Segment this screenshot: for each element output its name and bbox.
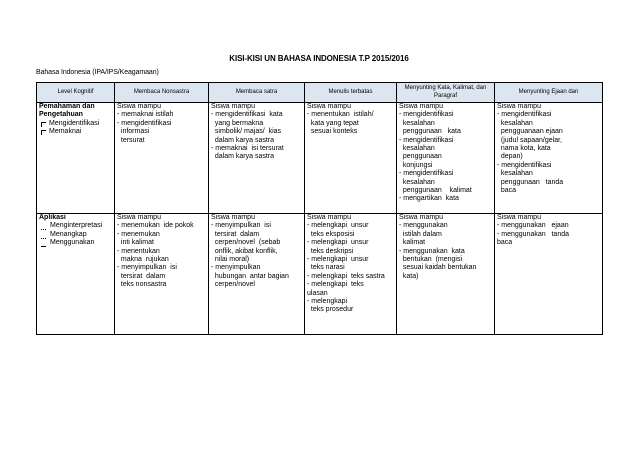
cell-line: Siswa mampu <box>307 103 351 110</box>
cell-menyunting-kata <box>397 214 495 335</box>
cell-membaca-sastra <box>209 103 305 214</box>
cell-line: onflik, akibat konflik, <box>211 247 278 255</box>
cell-line: tersirat dalam <box>117 272 166 280</box>
cell-menyunting-kata <box>397 103 495 214</box>
level-item <box>39 231 112 239</box>
cell-line: nilai moral) <box>211 256 250 264</box>
cell-menulis-terbatas <box>305 214 397 335</box>
cell-line: teks deskripsi <box>307 247 354 255</box>
checkbox-icon <box>41 130 46 135</box>
level-item <box>39 120 112 128</box>
cell-menyunting-ejaan <box>495 214 603 335</box>
cell-line: nama kota, kata <box>497 145 551 153</box>
cell-line: - mengidentifikasi <box>399 136 454 144</box>
cell-line: sesuai kaidah bentukan <box>399 264 477 272</box>
level-cell <box>37 214 115 335</box>
cell-line: - mengidentifikasi kata <box>211 111 283 119</box>
cell-line: - mengidentifikasi <box>399 111 454 119</box>
level-item-label: Menginterpretasi <box>50 222 103 230</box>
cell-line: penggunaan kata <box>399 128 461 136</box>
cell-line: - menyimpulkan <box>211 264 261 272</box>
cell-line: - mengidentifikasi <box>497 111 552 119</box>
cell-line: yang bermakna <box>211 119 264 127</box>
cell-line: - memaknai isi tersurat <box>211 145 284 153</box>
header-menyunting-ejaan: Menyunting Ejaan dan <box>495 83 603 103</box>
cell-line: kesalahan <box>497 119 533 127</box>
cell-line: hubungan antar bagian <box>211 272 289 280</box>
cell-membaca-nonsastra <box>115 103 209 214</box>
cell-line: - melengkapi unsur <box>307 239 369 247</box>
cell-line: Siswa mampu <box>211 214 255 221</box>
document-title: KISI-KISI UN BAHASA INDONESIA T.P 2015/2016 <box>229 54 409 63</box>
cell-line: - menyimpulkan isi <box>211 222 271 230</box>
cell-line: Siswa mampu <box>399 214 443 221</box>
cell-line: - melengkapi unsur <box>307 222 369 230</box>
cell-line: Siswa mampu <box>497 214 541 221</box>
cell-line: pengguanaan ejaan <box>497 128 563 136</box>
level-item-label: Mengidentifikasi <box>49 119 100 127</box>
header-menulis-terbatas: Menulis terbatas <box>305 83 397 103</box>
dotted-line-icon <box>41 224 46 230</box>
kisi-kisi-table <box>36 82 603 335</box>
cell-line: - melengkapi unsur <box>307 256 369 264</box>
underline-icon <box>41 241 46 247</box>
cell-line: Siswa mampu <box>307 214 351 221</box>
cell-line: - mengidentifikasi <box>399 170 454 178</box>
cell-line: teks prosedur <box>307 306 354 314</box>
cell-line: tersirat dalam <box>211 230 260 238</box>
cell-line: istilah dalam <box>399 230 442 238</box>
cell-line: inti kalimat <box>117 239 154 247</box>
cell-menyunting-ejaan <box>495 103 603 214</box>
table-row <box>37 214 603 335</box>
cell-line: - menentukan istilah/ <box>307 111 374 119</box>
cell-line: dalam karya sastra <box>211 153 275 161</box>
cell-line: kata) <box>399 272 419 280</box>
cell-membaca-sastra <box>209 214 305 335</box>
cell-line: sesuai konteks <box>307 128 358 136</box>
cell-line: informasi <box>117 128 150 136</box>
cell-line: - menggunakan kata <box>399 247 465 255</box>
header-menyunting-kata: Menyunting Kata, Kalimat, dan Paragraf <box>397 83 495 103</box>
header-membaca-nonsastra: Membaca Nonsastra <box>115 83 209 103</box>
cell-line: - menggunakan tanda <box>497 230 569 238</box>
cell-line: teks eksposisi <box>307 230 355 238</box>
table-row <box>37 103 603 214</box>
level-item-label: Memaknai <box>49 128 82 136</box>
cell-line: - melengkapi teks sastra <box>307 272 385 280</box>
cell-line: - menentukan <box>117 247 160 255</box>
cell-line: kata yang tepat <box>307 119 359 127</box>
cell-line: Siswa mampu <box>117 103 161 110</box>
cell-menulis-terbatas <box>305 103 397 214</box>
cell-line: bentukan (mengisi <box>399 256 463 264</box>
cell-line: tersurat <box>117 136 145 144</box>
cell-line: - menggunakan ejaan <box>497 222 569 230</box>
cell-line: baca <box>497 239 513 247</box>
cell-line: teks nonsastra <box>117 281 167 289</box>
cell-line: penggunaan <box>399 153 442 161</box>
cell-line: - mengidentifikasi <box>117 119 172 127</box>
cell-line: (judul sapaan/gelar, <box>497 136 562 144</box>
header-row <box>37 83 603 103</box>
cell-line: kesalahan <box>399 178 435 186</box>
document-subtitle: Bahasa Indonesia (IPA/IPS/Keagamaan) <box>36 69 159 76</box>
header-level-kognitif: Level Kognitif <box>37 83 115 103</box>
header-membaca-sastra: Membaca satra <box>209 83 305 103</box>
cell-line: cerpen/novel <box>211 281 255 289</box>
cell-line: cerpen/novel (sebab <box>211 239 281 247</box>
level-item-label: Menggunakan <box>50 239 95 247</box>
level-title: Pengetahuan <box>39 111 83 119</box>
cell-line: - menemukan <box>117 230 160 238</box>
cell-line: kesalahan <box>497 170 533 178</box>
checkbox-icon <box>41 122 46 127</box>
level-item <box>39 222 112 230</box>
level-item-label: Menangkap <box>50 230 87 238</box>
cell-line: teks narasi <box>307 264 345 272</box>
cell-line: simbolik/ majas/ kias <box>211 128 282 136</box>
cell-line: Siswa mampu <box>497 103 541 110</box>
cell-line: - melengkapi teks <box>307 281 364 289</box>
cell-line: depan) <box>497 153 523 161</box>
cell-line: kesalahan <box>399 119 435 127</box>
cell-line: - memaknai istilah <box>117 111 174 119</box>
cell-line: dalam karya sastra <box>211 136 275 144</box>
level-cell <box>37 103 115 214</box>
cell-line: Siswa mampu <box>117 214 161 221</box>
cell-line: - menggunakan <box>399 222 448 230</box>
cell-line: - melengkapi <box>307 298 348 306</box>
level-title: Aplikasi <box>39 214 66 221</box>
cell-line: Siswa mampu <box>211 103 255 110</box>
cell-line: penggunaan kalimat <box>399 187 472 195</box>
cell-line: kesalahan <box>399 145 435 153</box>
cell-line: ulasan <box>307 289 328 297</box>
cell-line: kalimat <box>399 239 426 247</box>
level-title: Pemahaman dan <box>39 103 95 110</box>
cell-line: Siswa mampu <box>399 103 443 110</box>
cell-line: - menyimpulkan isi <box>117 264 177 272</box>
level-item <box>39 239 112 247</box>
cell-line: baca <box>497 187 517 195</box>
cell-line: - menemukan ide pokok <box>117 222 194 230</box>
cell-line: makna rujukan <box>117 256 169 264</box>
cell-line: konjungsi <box>399 161 433 169</box>
cell-line: penggunaan tanda <box>497 178 564 186</box>
level-item <box>39 128 112 136</box>
dotted-line-icon <box>41 233 46 239</box>
cell-line: - mengartikan kata <box>399 195 459 203</box>
cell-membaca-nonsastra <box>115 214 209 335</box>
cell-line: - mengidentifikasi <box>497 161 552 169</box>
